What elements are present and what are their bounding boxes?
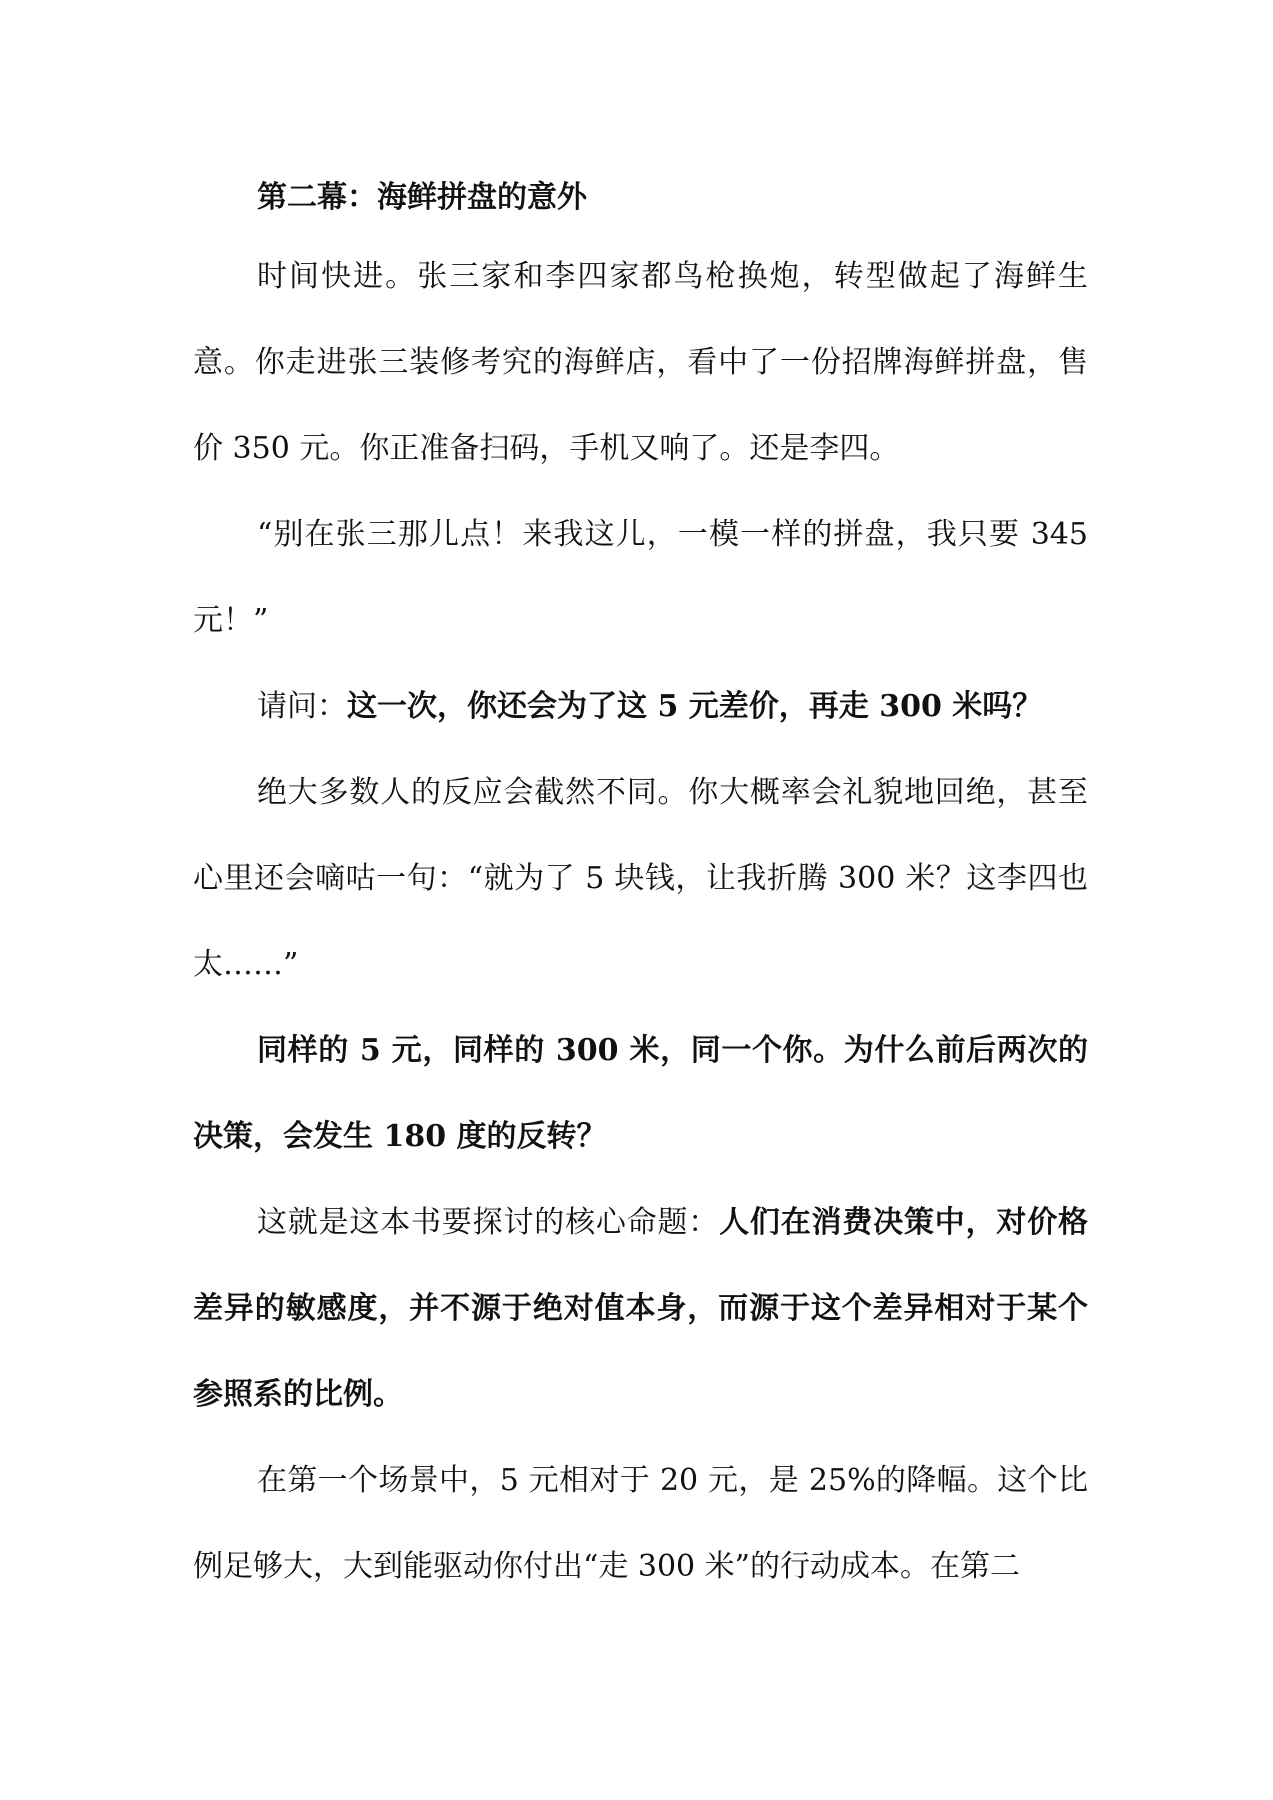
question-prefix: 请问： bbox=[257, 689, 347, 724]
paragraph-time-forward: 时间快进。张三家和李四家都鸟枪换炮，转型做起了海鲜生意。你走进张三装修考究的海鲜店，看中了一份招牌海鲜拼盘，售价 350 元。你正准备扫码，手机又响了。还是李四。 bbox=[193, 259, 1088, 466]
thesis-bold: 人们在消费决策中，对价格差异的敏感度，并不源于绝对值本身，而源于这个差异相对于某个参照系的比例。 bbox=[193, 1205, 1089, 1412]
paragraph-reversal: 同样的 5 元，同样的 300 米，同一个你。为什么前后两次的决策，会发生 180 度的反转？ bbox=[193, 1033, 1088, 1154]
paragraph-core-thesis bbox=[193, 1180, 1088, 1438]
paragraph-reaction: 绝大多数人的反应会截然不同。你大概率会礼貌地回绝，甚至心里还会嘀咕一句：“就为了 5 块钱，让我折腾 300 米？这李四也太……” bbox=[193, 775, 1088, 982]
paragraph-lisi-quote: “别在张三那儿点！来我这儿，一模一样的拼盘，我只要 345 元！” bbox=[193, 517, 1088, 638]
section-heading: 第二幕：海鲜拼盘的意外 bbox=[257, 180, 587, 215]
paragraph-question bbox=[193, 664, 1088, 750]
thesis-prefix: 这就是这本书要探讨的核心命题： bbox=[257, 1205, 720, 1240]
question-bold: 这一次，你还会为了这 5 元差价，再走 300 米吗？ bbox=[347, 689, 1043, 724]
document-body bbox=[193, 168, 1088, 1610]
paragraph-first-scenario: 在第一个场景中，5 元相对于 20 元，是 25%的降幅。这个比例足够大，大到能驱动你付出“走 300 米”的行动成本。在第二 bbox=[193, 1463, 1088, 1584]
